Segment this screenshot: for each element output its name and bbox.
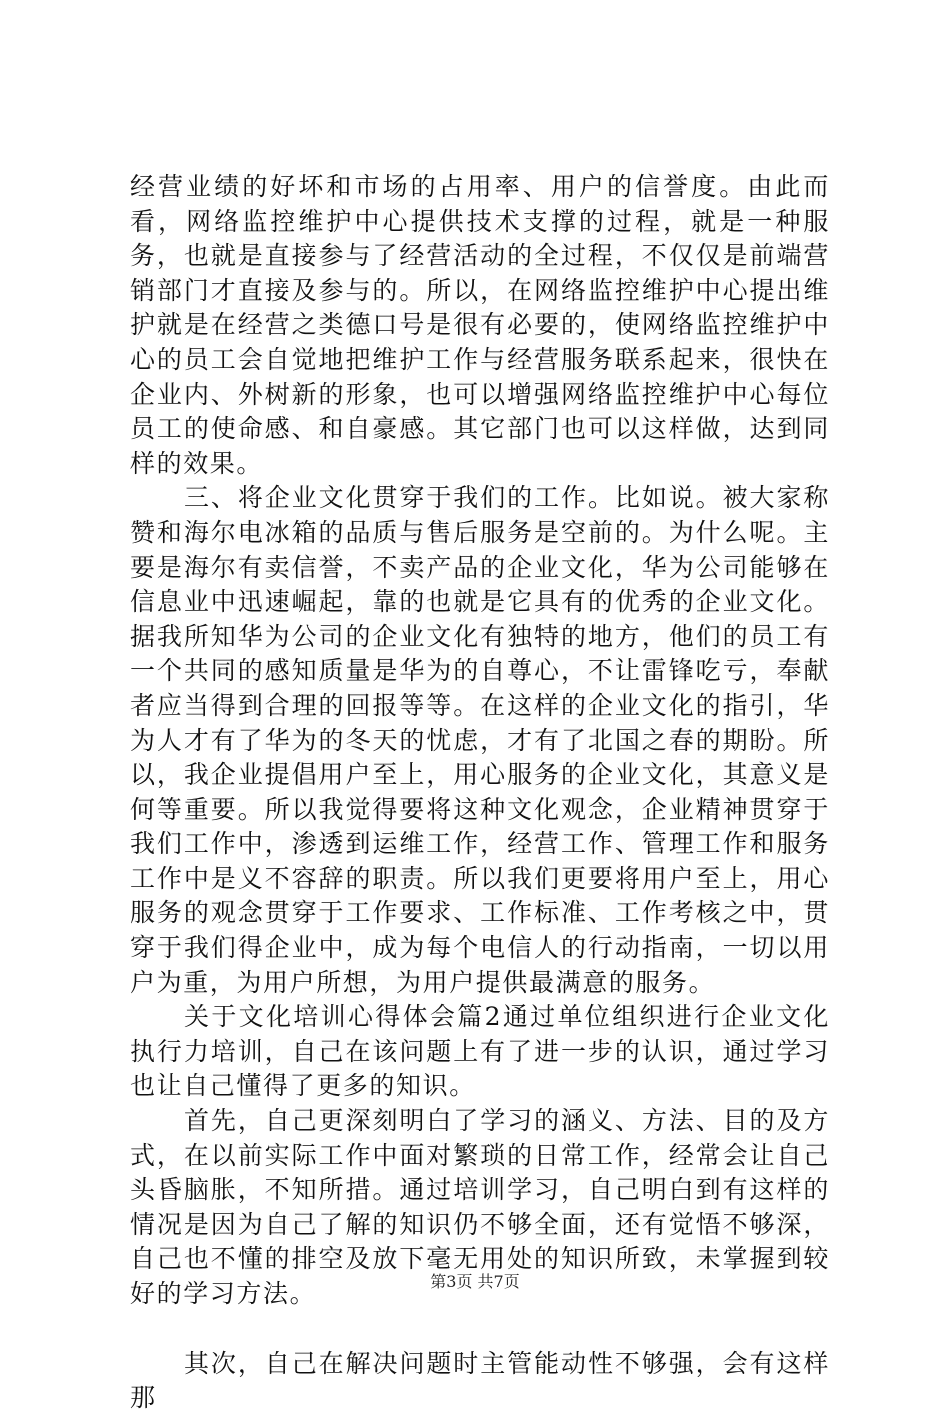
page-footer: 第3页 共7页 (430, 1272, 520, 1291)
paragraph-3: 关于文化培训心得体会篇2通过单位组织进行企业文化执行力培训，自己在该问题上有了进一步的认识，通过学习也让自己懂得了更多的知识。 (130, 1002, 830, 1101)
paragraph-4: 首先，自己更深刻明白了学习的涵义、方法、目的及方式，在以前实际工作中面对繁琐的日常工作，经常会让自己头昏脑胀，不知所措。通过培训学习，自己明白到有这样的情况是因为自己了解的知识仍不够全面，还有觉悟不够深，自己也不懂的排空及放下毫无用处的知识所致，未掌握到较好的学习方法。 (130, 1106, 830, 1308)
paragraph-2: 三、将企业文化贯穿于我们的工作。比如说。被大家称赞和海尔电冰箱的品质与售后服务是空前的。为什么呢。主要是海尔有卖信誉，不卖产品的企业文化，华为公司能够在信息业中迅速崛起，靠的也就是它具有的优秀的企业文化。据我所知华为公司的企业文化有独特的地方，他们的员工有一个共同的感知质量是华为的自尊心，不让雷锋吃亏，奉献者应当得到合理的回报等等。在这样的企业文化的指引，华为人才有了华为的冬天的忧虑，才有了北国之春的期盼。所以，我企业提倡用户至上，用心服务的企业文化，其意义是何等重要。所以我觉得要将这种文化观念，企业精神贯穿于我们工作中，渗透到运维工作，经营工作、管理工作和服务工作中是义不容辞的职责。所以我们更要将用户至上，用心服务的观念贯穿于工作要求、工作标准、工作考核之中，贯穿于我们得企业中，成为每个电信人的行动指南，一切以用户为重，为用户所想，为用户提供最满意的服务。 (130, 483, 830, 997)
paragraph-1: 经营业绩的好坏和市场的占用率、用户的信誉度。由此而看，网络监控维护中心提供技术支撑的过程，就是一种服务，也就是直接参与了经营活动的全过程，不仅仅是前端营销部门才直接及参与的。所以，在网络监控维护中心提出维护就是在经营之类德口号是很有必要的，使网络监控维护中心的员工会自觉地把维护工作与经营服务联系起来，很快在企业内、外树新的形象，也可以增强网络监控维护中心每位员工的使命感、和自豪感。其它部门也可以这样做，达到同样的效果。 (130, 172, 830, 478)
document-body (130, 170, 830, 1416)
paragraph-5: 其次，自己在解决问题时主管能动性不够强，会有这样那 (130, 1348, 830, 1413)
